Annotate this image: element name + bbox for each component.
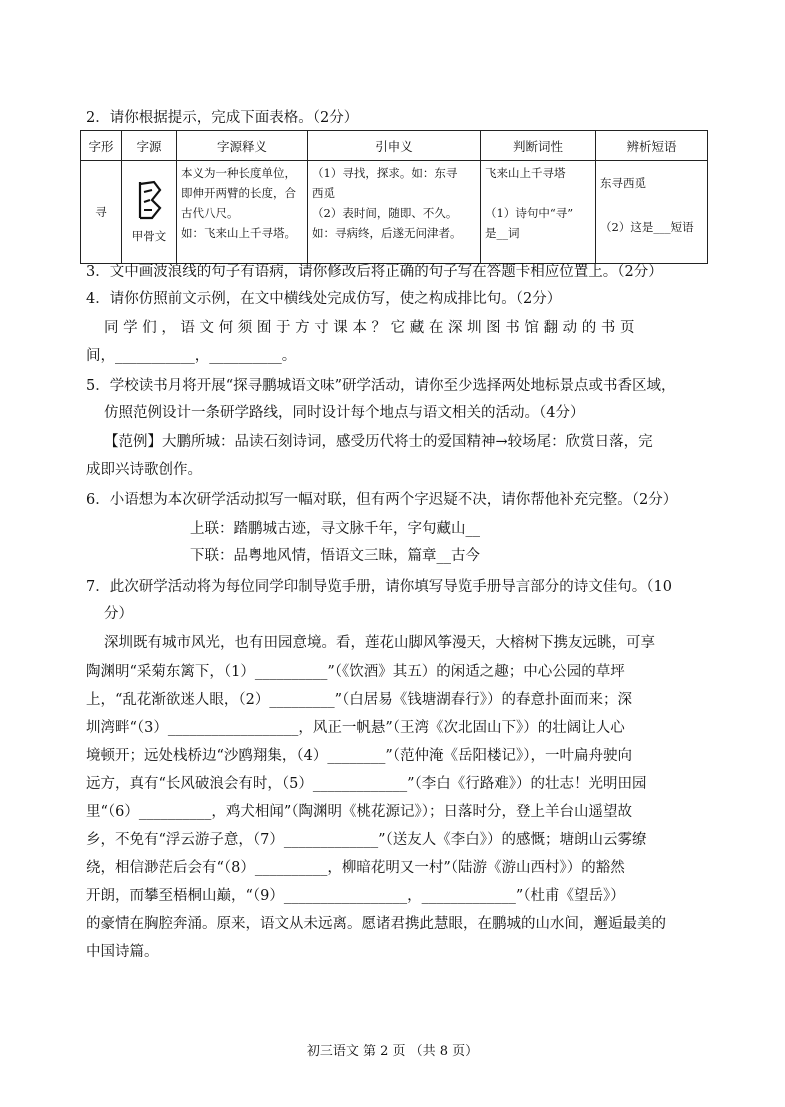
header-shiyi: 字源释义 bbox=[177, 131, 308, 161]
cell-extend bbox=[308, 161, 481, 264]
cell-char: 寻 bbox=[81, 161, 122, 264]
header-cixing: 判断词性 bbox=[481, 131, 596, 161]
text-line: 的豪情在胸腔奔涌。原来，语文从未远离。愿诸君携此慧眼，在鹏城的山水间，邂逅最美的 bbox=[86, 916, 666, 932]
cell-explain bbox=[177, 161, 308, 264]
text-line: 远方，真有“长风破浪会有时，（5）_____________”（李白《行路难》）的壮志！光明田园 bbox=[86, 776, 647, 792]
text-line: 【范例】大鹏所城：品读石刻诗词，感受历代将士的爱国精神→较场尾：欣赏日落，完 bbox=[104, 434, 653, 450]
explain-line: 本义为一种长度单位， bbox=[181, 166, 296, 180]
header-yinshen: 引申义 bbox=[308, 131, 481, 161]
text-line: 乡，不免有“浮云游子意，（7）_____________”（送友人《李白》）的感慨；塘朗山云雾缭 bbox=[86, 832, 647, 848]
explain-line: 如：飞来山上千寻塔。 bbox=[181, 226, 296, 240]
judge-line: 飞来山上千寻塔 bbox=[485, 166, 566, 180]
phrase-line: 东寻西觅 bbox=[600, 176, 646, 190]
phrase-line bbox=[600, 193, 703, 217]
extend-line: 如：寻病终，后遂无问津者。 bbox=[312, 226, 462, 240]
character-table bbox=[80, 130, 708, 264]
explain-line: 即伸开两臂的长度，合 bbox=[181, 186, 296, 200]
extend-line: 西觅 bbox=[312, 186, 335, 200]
text-line: 3．文中画波浪线的句子有语病，请你修改后将正确的句子写在答题卡相应位置上。（2分） bbox=[86, 264, 663, 280]
text-line: 陶渊明“采菊东篱下，（1）__________”（《饮酒》其五）的闲适之趣；中心公园的草坪 bbox=[86, 664, 625, 680]
text-line: 境顿开；远处栈桥边“沙鸥翔集，（4）________”（范仲淹《岳阳楼记》），一叶扁舟驶向 bbox=[86, 748, 633, 764]
text-line: 7．此次研学活动将为每位同学印制导览手册，请你填写导览手册导言部分的诗文佳句。（10 bbox=[86, 579, 672, 595]
text-line: 下联：品粤地风情，悟语文三昧，篇章__古今 bbox=[190, 548, 480, 564]
oracle-bone-glyph-icon bbox=[132, 178, 166, 222]
judge-line: 是__词 bbox=[485, 226, 520, 240]
text-line: 6．小语想为本次研学活动拟写一幅对联，但有两个字迟疑不决，请你帮他补充完整。（2分） bbox=[86, 492, 678, 508]
header-zixing: 字形 bbox=[81, 131, 122, 161]
text-line: 圳湾畔“（3）__________________，风正一帆悬”（王湾《次北固山下》）的壮阔让人心 bbox=[86, 720, 625, 736]
judge-line bbox=[485, 183, 591, 203]
text-line: 成即兴诗歌创作。 bbox=[86, 462, 202, 478]
source-label: 甲骨文 bbox=[131, 229, 167, 243]
table-header-row bbox=[81, 131, 708, 161]
header-ziyuan: 字源 bbox=[122, 131, 177, 161]
header-duanyu: 辨析短语 bbox=[596, 131, 708, 161]
extend-line: （1）寻找，探求。如：东寻 bbox=[312, 166, 458, 180]
explain-line: 古代八尺。 bbox=[181, 206, 239, 220]
text-line: 间，___________，__________。 bbox=[86, 348, 297, 364]
cell-phrase bbox=[596, 161, 708, 264]
phrase-line: （2）这是___短语 bbox=[600, 220, 694, 234]
judge-line: （1）诗句中“寻” bbox=[485, 206, 574, 220]
text-line: 同 学 们 ， 语 文 何 须 囿 于 方 寸 课 本 ？ 它 藏 在 深 圳 图 书 馆 翻 动 的 书 页 bbox=[104, 320, 635, 336]
cell-source bbox=[122, 161, 177, 264]
text-line: 仿照范例设计一条研学路线，同时设计每个地点与语文相关的活动。（4分） bbox=[104, 405, 585, 421]
page-footer: 初三语文 第 2 页 （共 8 页） bbox=[306, 1044, 479, 1059]
table-row bbox=[81, 161, 708, 264]
text-line: 分） bbox=[104, 606, 133, 622]
text-line: 4．请你仿照前文示例，在文中横线处完成仿写，使之构成排比句。（2分） bbox=[86, 291, 562, 307]
text-line: 里“（6）__________，鸡犬相闻”（陶渊明《桃花源记》）；日落时分，登上羊台山遥望故 bbox=[86, 804, 633, 820]
text-line: 上联：踏鹏城古迹，寻文脉千年，字句藏山__ bbox=[190, 521, 480, 537]
text-line: 中国诗篇。 bbox=[86, 944, 159, 960]
text-line: 5．学校读书月将开展“探寻鹏城语文味”研学活动，请你至少选择两处地标景点或书香区域， bbox=[86, 378, 676, 394]
text-line: 上，“乱花渐欲迷人眼，（2）_________”（白居易《钱塘湖春行》）的春意扑面而来；深 bbox=[86, 692, 633, 708]
phrase-line bbox=[600, 163, 703, 173]
question-2-title: 2．请你根据提示，完成下面表格。（2分） bbox=[86, 110, 359, 126]
cell-judge bbox=[481, 161, 596, 264]
extend-line: （2）表时间，随即、不久。 bbox=[312, 206, 458, 220]
text-line: 绕，相信渺茫后会有“（8）__________，柳暗花明又一村”（陆游《游山西村》）的豁然 bbox=[86, 860, 625, 876]
text-line: 开朗，而攀至梧桐山巅，“（9）_________________，_____________”（杜甫《望岳》） bbox=[86, 888, 625, 904]
text-line: 深圳既有城市风光，也有田园意境。看，莲花山脚风筝漫天，大榕树下携友远眺，可享 bbox=[104, 635, 655, 651]
